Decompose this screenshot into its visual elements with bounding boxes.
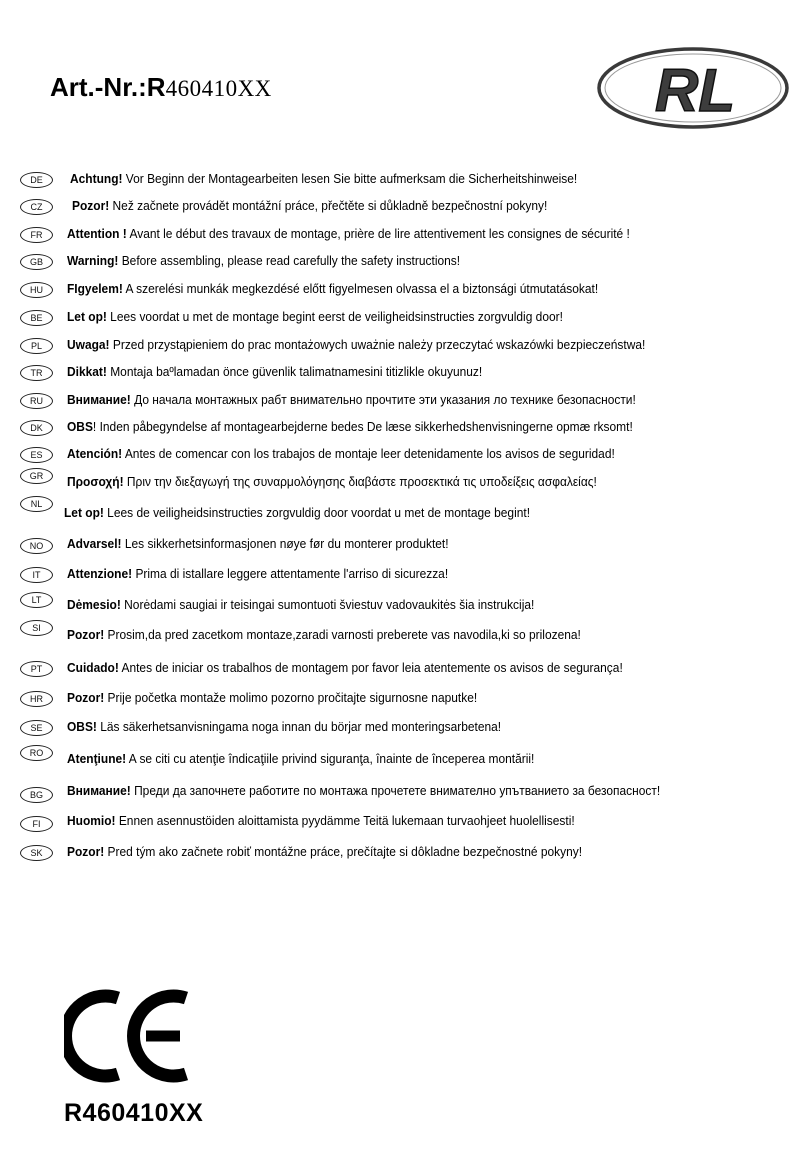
warning-row-es [20,444,800,466]
article-number-heading [50,70,272,106]
warning-row-it [20,564,800,586]
warning-lead: Внимание! [67,783,131,798]
warning-lead: Pozor! [67,627,105,642]
warning-row-be [20,307,800,329]
warning-lead: Dėmesio! [67,597,121,612]
warning-row-pt [20,658,800,680]
warning-lead: Pozor! [72,198,110,213]
warning-row-no [20,534,800,556]
warning-lead: Pozor! [67,844,105,859]
language-code-badge: GR [20,468,53,484]
warning-text: Prima di istallare leggere attentamente l'arriso di sicurezza! [132,566,449,581]
warning-text: Πριν την διεξαγωγή της συναρμολόγησης διαβάστε προσεκτικά τις υποδείξεις ασφαλείας! [123,474,597,489]
warning-lead: Προσοχή! [67,474,124,489]
language-code-badge: SK [20,845,53,861]
warning-lead: Pozor! [67,690,105,705]
warning-text: ! Inden påbegyndelse af montagearbejderne bedes De læse sikkerhedshenvisningerne opmæ rksomt! [92,419,633,434]
warning-text: Než začnete provádět montážní práce, přečtěte si důkladně bezpečnostní pokyny! [109,198,548,213]
warning-text: Prosim,da pred zacetkom montaze,zaradi varnosti preberete vas navodila,ki so prilozena! [104,627,581,642]
warning-text: Montaja baºlamadan önce güvenlik talimatnamesini titizlikle okuyunuz! [106,364,483,379]
warning-lead: Advarsel! [67,536,122,551]
language-code-badge: RU [20,393,53,409]
language-code-badge: RO [20,745,53,761]
language-code-badge: ES [20,447,53,463]
warning-text: Przed przystąpieniem do prac montażowych uważnie należy przeczytać wskazówki bezpieczeństwa! [109,337,646,352]
warning-lead: OBS [67,419,93,434]
language-code-badge: BE [20,310,53,326]
article-number-footer: R460410XX [64,1099,204,1127]
warning-lead: Achtung! [70,171,123,186]
warning-row-fr [20,224,800,246]
warning-text: Преди да започнете работите по монтажа прочетете внимателно упътванието за безопасност! [130,783,661,798]
warning-text: Ennen asennustöiden aloittamista pyydämme Teitä lukemaan turvaohjeet huolellisesti! [115,813,575,828]
warning-text: Norėdami saugiai ir teisingai sumontuoti šviestuv vadovaukitės šia instrukcija! [120,597,535,612]
article-number-value: 460410XX [165,76,272,101]
warning-lead: Let op! [64,505,104,520]
language-code-badge: FR [20,227,53,243]
warning-text: Avant le début des travaux de montage, prière de lire attentivement les consignes de sécurité ! [126,226,630,241]
warning-row-hu [20,279,800,301]
warning-row-de [20,169,800,191]
warning-lead: Atención! [67,446,123,461]
warning-text: Läs säkerhetsanvisningama noga innan du börjar med monteringsarbetena! [96,719,502,734]
warning-text: Lees voordat u met de montage begint eerst de veiligheidsinstructies zorgvuldig door! [106,309,563,324]
warning-lead: Atenţiune! [67,751,127,766]
language-code-badge: IT [20,567,53,583]
language-code-badge: NL [20,496,53,512]
warning-row-nl [20,496,800,518]
warning-row-se [20,717,800,739]
ce-conformity-mark [64,988,192,1084]
warning-text: Before assembling, please read carefully the safety instructions! [118,253,461,268]
warning-text: Antes de comencar con los trabajos de montaje leer detenidamente los avisos de seguridad! [122,446,615,461]
warning-text: A se citi cu atenţie îndicaţiile privind siguranţa, înainte de începerea montării! [126,751,535,766]
warning-row-dk [20,417,800,439]
rl-brand-logo [596,46,790,130]
language-code-badge: SE [20,720,53,736]
warning-row-tr [20,362,800,384]
warning-text: A szerelési munkák megkezdésé előtt figyelmesen olvassa el a biztonsági útmutatásokat! [122,281,599,296]
language-code-badge: HR [20,691,53,707]
warning-row-gr [20,468,800,490]
warning-lead: Dikkat! [67,364,107,379]
article-number-label: Art.-Nr.:R [50,72,166,102]
warning-text: Prije početka montaže molimo pozorno pročitajte sigurnosne naputke! [104,690,478,705]
warning-lead: OBS! [67,719,97,734]
language-code-badge: LT [20,592,53,608]
language-code-badge: BG [20,787,53,803]
warning-lead: Uwaga! [67,337,110,352]
language-code-badge: GB [20,254,53,270]
logo-text: RL [655,57,735,124]
warning-text: Lees de veiligheidsinstructies zorgvuldig door voordat u met de montage begint! [103,505,531,520]
warning-text: Les sikkerhetsinformasjonen nøye før du monterer produktet! [121,536,449,551]
warning-row-sk [20,842,800,864]
warning-text: Pred tým ako začnete robiť montážne práce, prečítajte si dôkladne bezpečnostné pokyny! [104,844,583,859]
warning-row-pl [20,335,800,357]
language-code-badge: DE [20,172,53,188]
warning-row-ro [20,745,800,767]
warning-text: Vor Beginn der Montagearbeiten lesen Sie bitte aufmerksam die Sicherheitshinweise! [122,171,578,186]
warning-row-hr [20,688,800,710]
warning-text: До начала монтажных рабт внимательно прочтите эти указания ло технике безопасности! [130,392,636,407]
warning-row-lt [20,592,800,614]
warning-lead: Huomio! [67,813,116,828]
warning-row-ru [20,390,800,412]
language-code-badge: FI [20,816,53,832]
warning-row-si [20,620,800,642]
language-code-badge: PT [20,661,53,677]
warning-row-cz [20,196,800,218]
language-code-badge: SI [20,620,53,636]
warning-lead: Внимание! [67,392,131,407]
warning-row-fi [20,811,800,833]
language-code-badge: NO [20,538,53,554]
warning-lead: Let op! [67,309,107,324]
language-code-badge: TR [20,365,53,381]
warning-text: Antes de iniciar os trabalhos de montagem por favor leia atentemente os avisos de segurança! [118,660,623,675]
warning-lead: FIgyelem! [67,281,123,296]
language-code-badge: DK [20,420,53,436]
warning-row-gb [20,251,800,273]
language-code-badge: PL [20,338,53,354]
warning-lead: Attenzione! [67,566,133,581]
warning-lead: Warning! [67,253,119,268]
language-code-badge: CZ [20,199,53,215]
warning-lead: Attention ! [67,226,127,241]
language-code-badge: HU [20,282,53,298]
warning-lead: Cuidado! [67,660,119,675]
warning-row-bg [20,781,800,803]
